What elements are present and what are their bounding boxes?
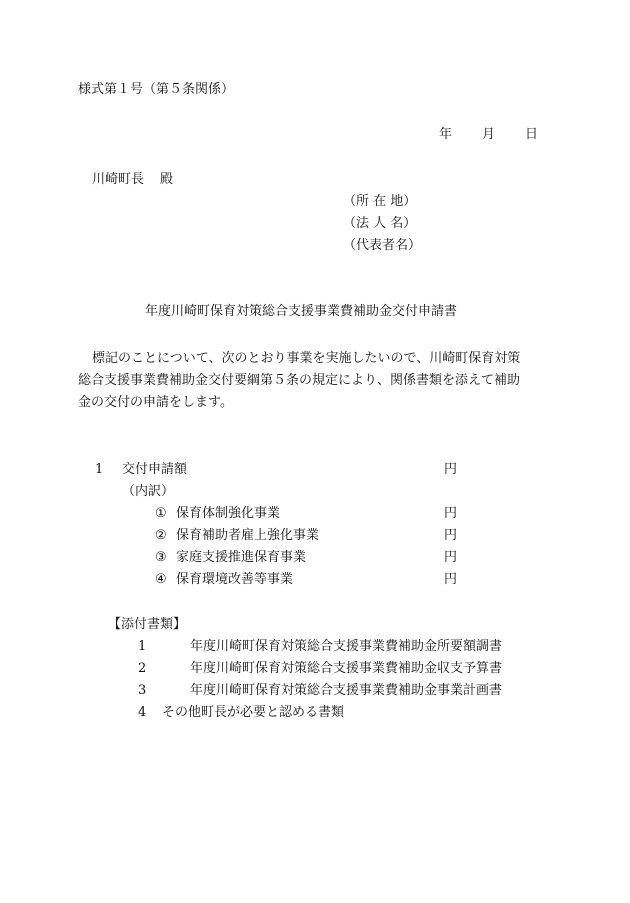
breakdown-mark-4: ④ bbox=[155, 572, 167, 587]
attachment-number-4: 4 bbox=[138, 705, 147, 720]
date-month-label: 月 bbox=[482, 127, 496, 142]
breakdown-mark-1: ① bbox=[155, 506, 167, 521]
body-line-1: 標記のことについて、次のとおり事業を実施したいので、川崎町保育対策 bbox=[92, 351, 521, 366]
date-year-label: 年 bbox=[439, 127, 453, 142]
location-label: （所 在 地） bbox=[343, 194, 417, 209]
application-label: 交付申請額 bbox=[122, 462, 188, 477]
breakdown-item-1: 保育体制強化事業 bbox=[176, 506, 281, 521]
corp-name-label: （法 人 名） bbox=[343, 216, 417, 231]
breakdown-label: （内訳） bbox=[122, 484, 175, 499]
date-day-label: 日 bbox=[525, 127, 539, 142]
breakdown-item-4: 保育環境改善等事業 bbox=[176, 572, 294, 587]
body-line-3: 金の交付の申請をします。 bbox=[78, 395, 233, 410]
breakdown-item-3: 家庭支援推進保育事業 bbox=[176, 550, 307, 565]
breakdown-mark-2: ② bbox=[155, 528, 167, 543]
representative-label: （代表者名） bbox=[343, 238, 422, 253]
addressee-name: 川崎町長 bbox=[92, 172, 145, 187]
attachment-item-1: 年度川崎町保育対策総合支援事業費補助金所要額調書 bbox=[190, 639, 503, 654]
body-line-2: 総合支援事業費補助金交付要綱第５条の規定により、関係書類を添えて補助 bbox=[78, 373, 521, 388]
breakdown-unit-2: 円 bbox=[444, 528, 458, 543]
attachment-number-1: 1 bbox=[138, 639, 147, 654]
application-number: 1 bbox=[95, 462, 104, 477]
application-unit: 円 bbox=[444, 462, 458, 477]
breakdown-unit-4: 円 bbox=[444, 572, 458, 587]
attachment-item-3: 年度川崎町保育対策総合支援事業費補助金事業計画書 bbox=[190, 683, 503, 698]
form-number: 様式第１号（第５条関係） bbox=[78, 82, 235, 97]
attachment-item-4: その他町長が必要と認める書類 bbox=[162, 705, 345, 720]
attachment-item-2: 年度川崎町保育対策総合支援事業費補助金収支予算書 bbox=[190, 661, 503, 676]
attachment-number-2: 2 bbox=[138, 661, 147, 676]
breakdown-item-2: 保育補助者雇上強化事業 bbox=[176, 528, 320, 543]
breakdown-unit-1: 円 bbox=[444, 506, 458, 521]
breakdown-unit-3: 円 bbox=[444, 550, 458, 565]
attachment-number-3: 3 bbox=[138, 683, 147, 698]
document-title: 年度川崎町保育対策総合支援事業費補助金交付申請書 bbox=[145, 304, 458, 319]
breakdown-mark-3: ③ bbox=[155, 550, 167, 565]
attachments-heading: 【添付書類】 bbox=[108, 617, 187, 632]
addressee-honorific: 殿 bbox=[160, 172, 174, 187]
